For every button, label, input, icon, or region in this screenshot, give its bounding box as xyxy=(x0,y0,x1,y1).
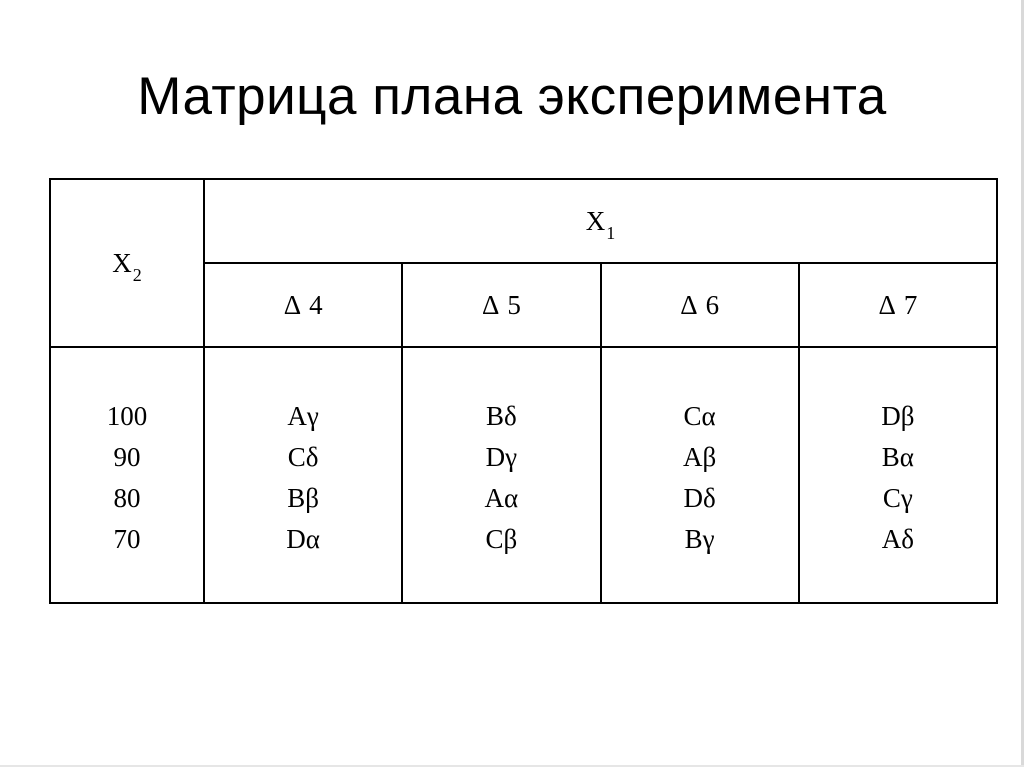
treatment-cell: Aβ xyxy=(683,442,717,472)
treatment-cell: Aα xyxy=(484,483,519,513)
column-level-value: 6 xyxy=(705,289,720,320)
row-level-value: 90 xyxy=(113,442,141,472)
row-level-value: 80 xyxy=(113,483,141,513)
treatment-cell: Cα xyxy=(683,401,716,431)
column-level-4 xyxy=(799,263,997,347)
row-factor-header xyxy=(50,179,204,347)
row-factor-subscript: 2 xyxy=(132,264,142,285)
column-factor-header xyxy=(204,179,997,263)
treatment-cell: Aδ xyxy=(881,524,914,554)
header-row-x1 xyxy=(50,179,997,263)
slide-title: Матрица плана эксперимента xyxy=(137,67,887,126)
experiment-plan-matrix xyxy=(49,178,998,604)
treatment-cell: Dβ xyxy=(881,401,915,431)
data-row xyxy=(50,347,997,603)
treatment-cell: Dα xyxy=(286,524,320,554)
column-level-value: 5 xyxy=(507,289,521,320)
treatment-cell: Cδ xyxy=(287,442,319,472)
column-factor-symbol: X xyxy=(585,205,606,236)
treatment-cell: Bα xyxy=(881,442,914,472)
column-level-1 xyxy=(204,263,402,347)
treatment-cell: Bγ xyxy=(684,524,715,554)
delta-symbol: Δ xyxy=(680,289,698,320)
treatment-column-1 xyxy=(204,347,402,603)
treatment-cell: Bδ xyxy=(486,401,517,431)
column-level-2 xyxy=(402,263,600,347)
treatment-cell: Dδ xyxy=(683,483,716,513)
column-level-value: 7 xyxy=(903,289,918,320)
column-level-value: 4 xyxy=(309,289,323,320)
treatment-column-3 xyxy=(601,347,799,603)
treatment-cell: Bβ xyxy=(287,483,319,513)
row-level-value: 100 xyxy=(106,401,148,431)
column-level-3 xyxy=(601,263,799,347)
treatment-cell: Aγ xyxy=(287,401,319,431)
treatment-column-2 xyxy=(402,347,600,603)
row-factor-symbol: X xyxy=(112,247,132,278)
treatment-cell: Cγ xyxy=(882,483,913,513)
delta-symbol: Δ xyxy=(481,289,500,320)
row-level-value: 70 xyxy=(113,524,141,554)
treatment-cell: Cβ xyxy=(485,524,518,554)
column-factor-subscript: 1 xyxy=(606,222,616,243)
delta-symbol: Δ xyxy=(283,289,302,320)
row-levels-cell xyxy=(50,347,204,603)
treatment-cell: Dγ xyxy=(485,442,518,472)
delta-symbol: Δ xyxy=(878,289,896,320)
treatment-column-4 xyxy=(799,347,997,603)
